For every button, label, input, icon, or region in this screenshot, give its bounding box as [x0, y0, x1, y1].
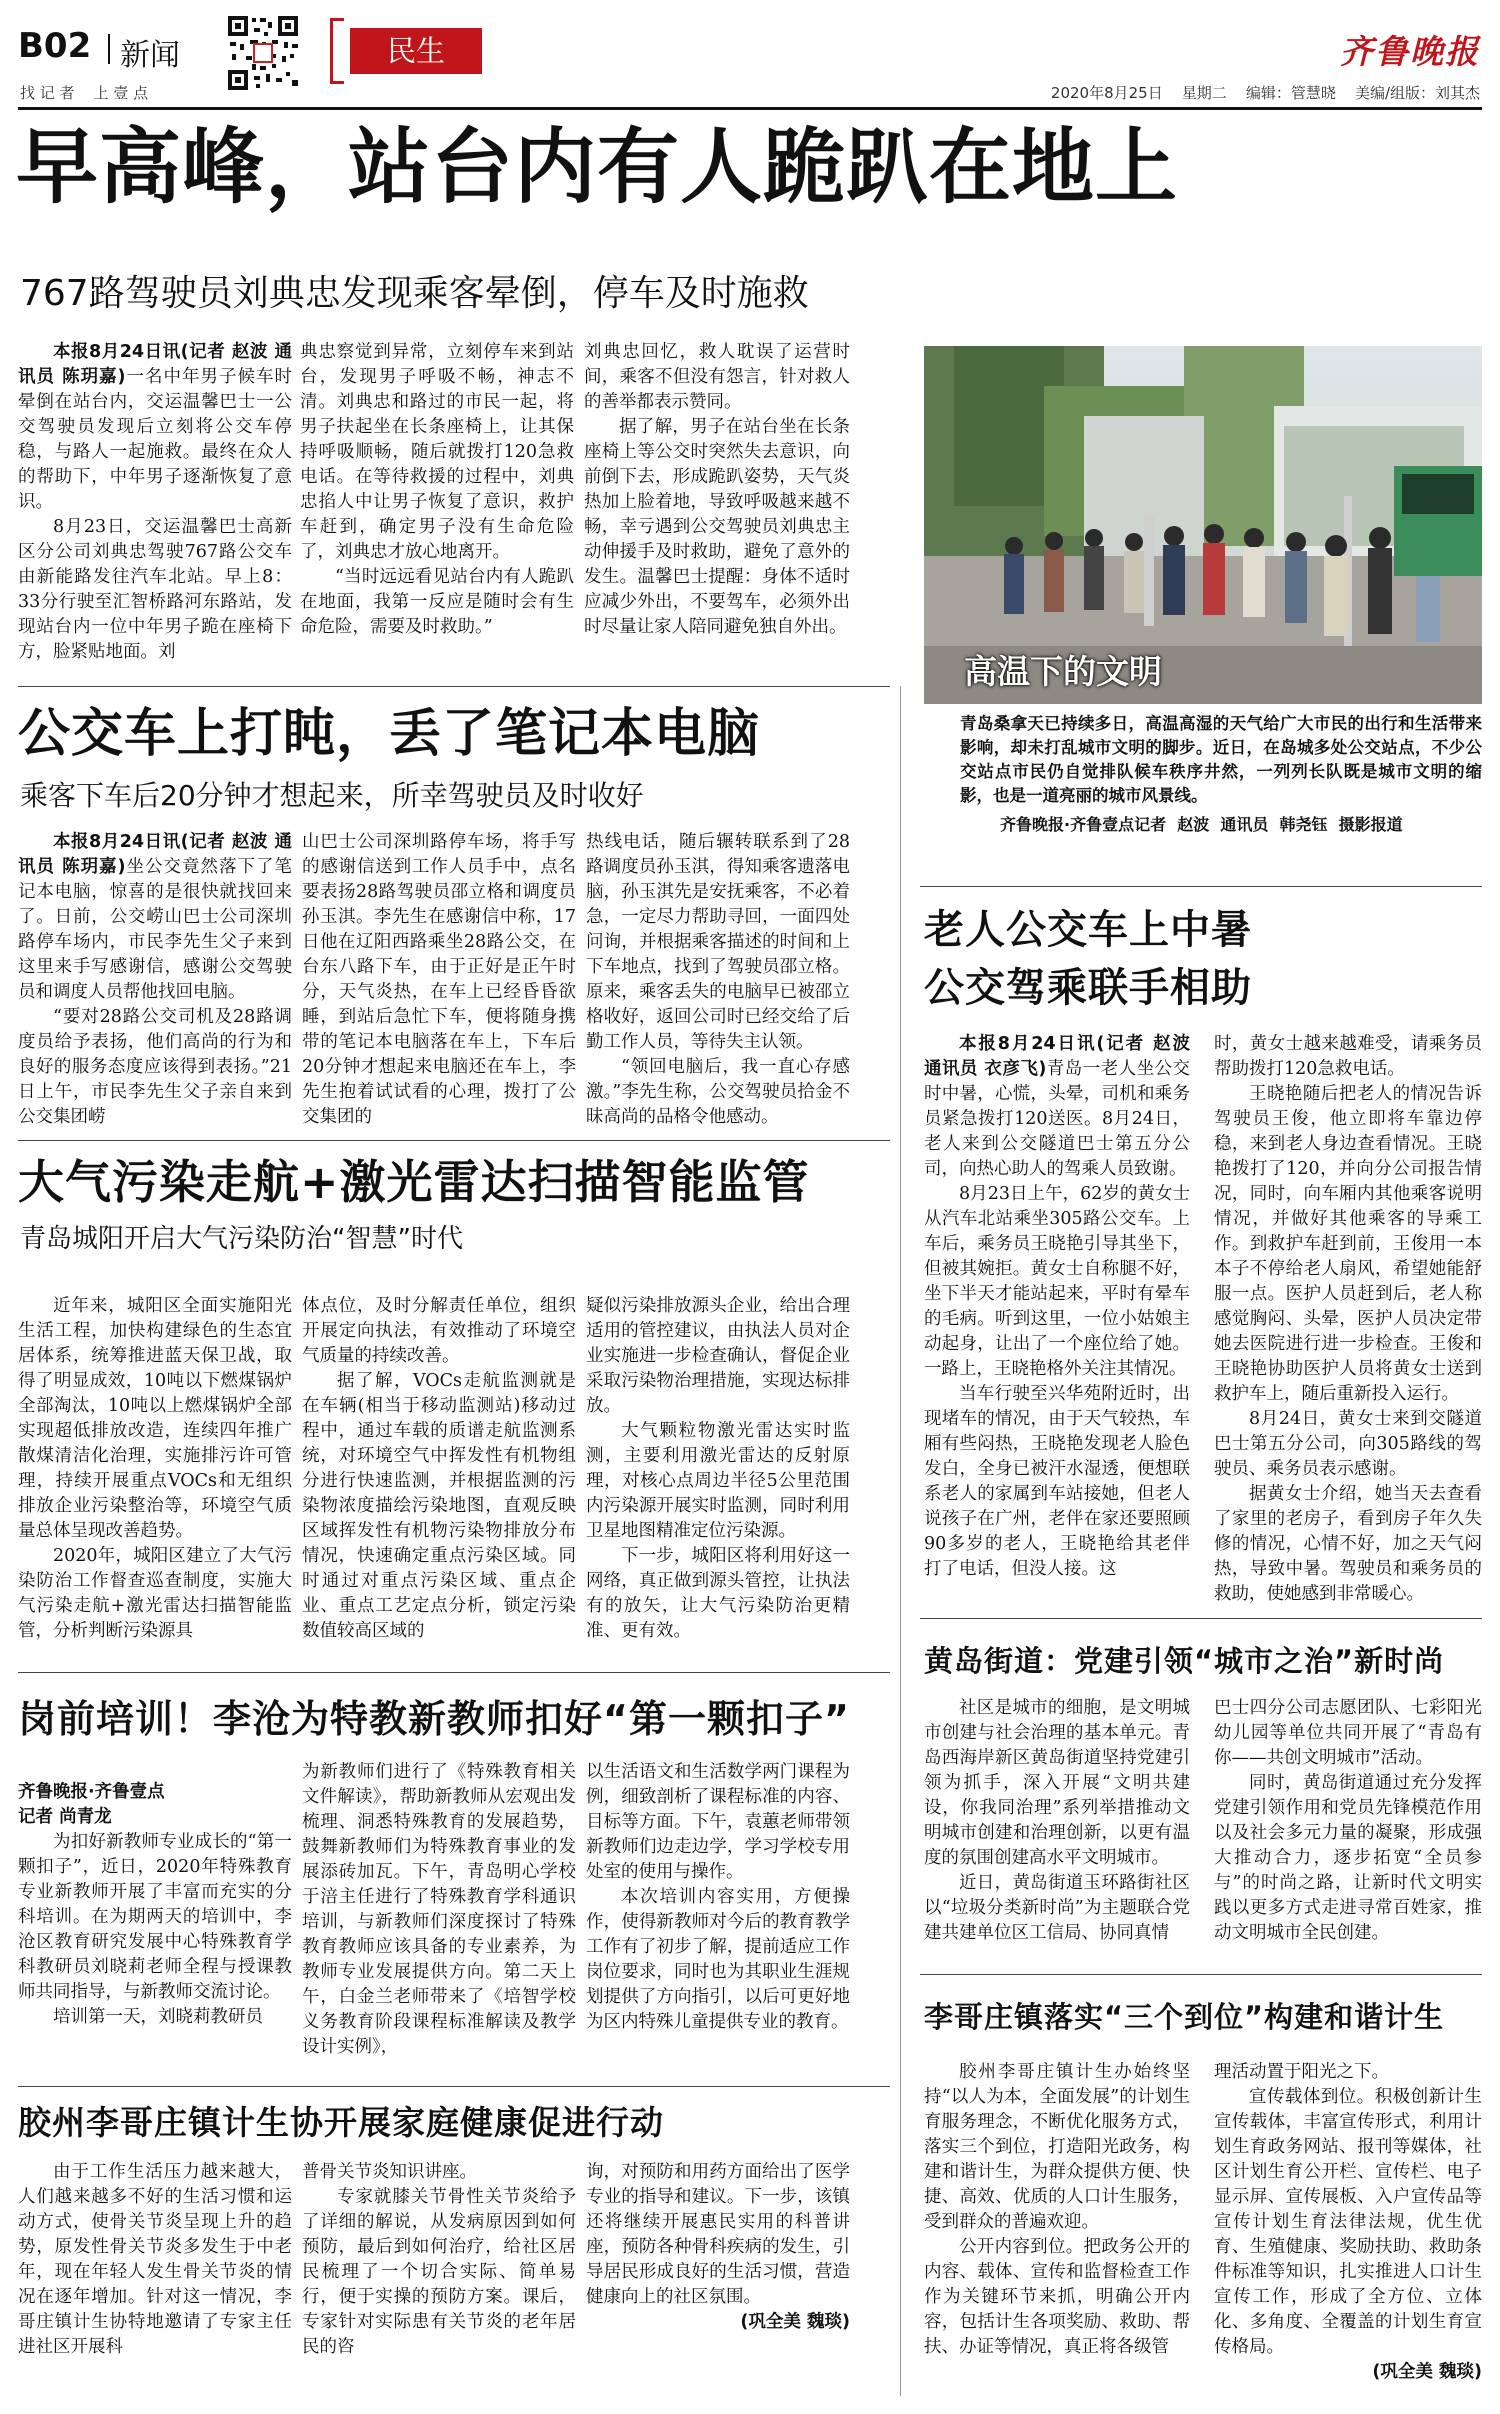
photo-credit: 齐鲁晚报·齐鲁壹点记者 赵波 通讯员 韩尧钰 摄影报道 — [1000, 815, 1403, 834]
article1-headline: 早高峰，站台内有人跪趴在地上 — [16, 120, 1179, 215]
article4-col3: 以生活语文和生活数学两门课程为例，细致剖析了课程标准的内容、目标等方面。下午，袁蕙老师带领新教师们边走边学，学习学校专用处室的使用与操作。 本次培训内容实用，方便操作，使得新教师对今后的教育教学工作有了初步了解，提前适应工作岗位要求，同时也为其职业生涯规划提供了方向指引，以后可更好地为区内特殊儿童提供专业的教育。 — [586, 1762, 850, 2032]
section-badge — [330, 18, 482, 84]
masthead-slogan: 找 记 者 上 壹 点 — [20, 84, 149, 102]
article4-headline: 岗前培训！李沧为特教新教师扣好“第一颗扣子” — [18, 1697, 850, 1741]
article6-headline-line1: 老人公交车上中暑 — [924, 907, 1252, 953]
right-column-divider — [900, 686, 901, 2396]
dateline: 2020年8月25日 星期二 编辑：管慧晓 美编/组版：刘其杰 — [1050, 84, 1480, 102]
photo-caption: 青岛桑拿天已持续多日，高温高湿的天气给广大市民的出行和生活带来影响，却未打乱城市文明的脚步。近日，在岛城多处公交站点，不少公交站点市民仍自觉排队候车秩序井然，一列列长队既是城市文明的缩影，也是一道亮丽的城市风景线。 — [960, 714, 1482, 805]
article5-col1: 由于工作生活压力越来越大，人们越来越多不好的生活习惯和运动方式，使骨关节炎呈现上升的趋势，原发性骨关节炎多发生于中老年，现在年轻人发生骨关节炎的情况在逐年增加。针对这一情况，李哥庄镇计生协特地邀请了专家主任进社区开展科 — [18, 2162, 292, 2357]
section-name: 新闻 — [120, 38, 180, 73]
masthead-rule — [18, 107, 1482, 110]
page-code: B02 — [18, 26, 92, 66]
article7-col2: 巴士四分公司志愿团队、七彩阳光幼儿园等单位共同开展了“青岛有你——共创文明城市”活动。 同时，黄岛街道通过充分发挥党建引领作用和党员先锋模范作用以及社会多元力量的凝聚，形成强大推动合力，逐步拓宽“全员参与”的时尚之路，让新时代文明实践以更多方式走进寻常百姓家，推动文明城市全民创建。 — [1214, 1698, 1482, 1943]
article6-col1: 本报8月24日讯(记者 赵波 通讯员 衣彦飞)青岛一老人坐公交时中暑，心慌，头晕，司机和乘务员紧急拨打120送医。8月24日，老人来到公交隧道巴士第五分公司，向热心助人的驾乘人员致谢。 8月23日上午，62岁的黄女士从汽车北站乘坐305路公交车。上车后，乘务员王晓艳引导其坐下，但被其婉拒。黄女士自称腿不好，坐下半天才能站起来，平时有晕车的毛病。听到这里，一位小姑娘主动起身，让出了一个座位给了她。一路上，王晓艳格外关注其情况。 当车行驶至兴华苑附近时，出现堵车的情况，由于天气较热，车厢有些闷热，王晓艳发现老人脸色发白，全身已被汗水湿透，便想联系老人的家属到车站接她，但老人说孩子在广州，老伴在家还要照顾90多岁的老人，王晓艳给其老伴打了电话，但没人接。这 — [924, 1034, 1191, 1579]
article6-byline: 本报8月24日讯(记者 赵波 通讯员 衣彦飞) — [924, 1034, 1190, 1079]
article5-headline: 胶州李哥庄镇计生协开展家庭健康促进行动 — [18, 2103, 664, 2142]
article5-col2: 普骨关节炎知识讲座。 专家就膝关节骨性关节炎给予了详细的解说，从发病原因到如何预防，最后到如何治疗，给社区居民梳理了一个切合实际、简单易行，便于实操的预防方案。课后，专家针对实际患有关节炎的老年居民的咨 — [302, 2162, 576, 2357]
article1-col3: 刘典忠回忆，救人耽误了运营时间，乘客不但没有怨言，针对救人的善举都表示赞同。 据了解，男子在站台坐在长条座椅上等公交时突然失去意识，向前倒下去，形成跪趴姿势，天气炎热加上脸着地，导致呼吸越来越不畅，幸亏遇到公交驾驶员刘典忠主动伸援手及时救助，避免了意外的发生。温馨巴士提醒：身体不适时应减少外出，不要驾车，必须外出时尽量让家人陪同避免独自外出。 — [584, 342, 850, 637]
article6-col2: 时，黄女士越来越难受，请乘务员帮助拨打120急救电话。 王晓艳随后把老人的情况告诉驾驶员王俊，他立即将车靠边停稳，来到老人身边查看情况。王晓艳拨打了120，并向分公司报告情况，同时，向车厢内其他乘客说明情况，并做好其他乘客的导乘工作。到救护车赶到前，王俊用一本本子不停给老人扇风，希望她能舒服一点。医护人员赶到后，老人称感觉胸闷、头晕，医护人员决定带她去医院进行进一步检查。王俊和王晓艳协助医护人员将黄女士送到救护车上，随后重新投入运行。 8月24日，黄女士来到交隧道巴士第五分公司，向305路线的驾驶员、乘务员表示感谢。 据黄女士介绍，她当天去查看了家里的老房子，看到房子年久失修的情况，心情不好，加之天气闷热，导致中暑。驾驶员和乘务员的救助，使她感到非常暖心。 — [1214, 1034, 1482, 1604]
article3-headline: 大气污染走航+激光雷达扫描智能监管 — [18, 1155, 810, 1209]
section-badge-label: 民生 — [350, 28, 482, 74]
news-photo — [924, 346, 1482, 704]
article4-byline1: 齐鲁晚报·齐鲁壹点 — [18, 1782, 165, 1802]
article2-col2: 山巴士公司深圳路停车场，将手写的感谢信送到工作人员手中，点名要表扬28路驾驶员邵立格和调度员孙玉淇。李先生在感谢信中称，17日他在辽阳西路乘坐28路公交，在台东八路下车，由于正好是正午时分，天气炎热，在车上已经昏昏欲睡，到站后急忙下车，便将随身携带的笔记本电脑落在车上，下车后20分钟才想起来电脑还在车上，李先生抱着试试看的心理，拨打了公交集团的 — [302, 832, 576, 1127]
article8-col2: 理活动置于阳光之下。 宣传载体到位。积极创新计生宣传载体，丰富宣传形式，利用计划生育政务网站、报刊等媒体，社区计划生育公开栏、宣传栏、电子显示屏、宣传展板、入户宣传品等宣传计划生育法律法规，优生优育、生殖健康、奖励扶助、救助条件标准等知识，扎实推进人口计生宣传工作，形成了全方位、立体化、多角度、全覆盖的计划生育宣传格局。 (巩全美 魏琰) — [1214, 2060, 1482, 2396]
article8-col1: 胶州李哥庄镇计生办始终坚持“以人为本，全面发展”的计划生育服务理念，不断优化服务方式，落实三个到位，打造阳光政务，构建和谐计生，为群众提供方便、快捷、高效、优质的人口计生服务，受到群众的普遍欢迎。 公开内容到位。把政务公开的内容、载体、宣传和监督检查工作作为关键环节来抓，明确公开内容，包括计生各项奖励、救助、帮扶、办证等情况，真正将各级管 — [924, 2062, 1190, 2357]
article6-headline-line2: 公交驾乘联手相助 — [924, 965, 1252, 1011]
article2-headline: 公交车上打盹，丢了笔记本电脑 — [18, 704, 761, 764]
article8-headline: 李哥庄镇落实“三个到位”构建和谐计生 — [924, 2000, 1445, 2034]
article4-col1: 齐鲁晚报·齐鲁壹点 记者 尚青龙 为扣好新教师专业成长的“第一颗扣子”，近日，2020年特殊教育专业新教师开展了丰富而充实的分科培训。在为期两天的培训中，李沧区教育研究发展中心特殊教育学科教研员刘晓莉老师全程与授课教师共同指导，与新教师交流讨论。 培训第一天，刘晓莉教研员 — [18, 1782, 292, 2027]
article2-col3: 热线电话，随后辗转联系到了28路调度员孙玉淇，得知乘客遗落电脑，孙玉淇先是安抚乘客，不必着急，一定尽力帮助寻回，一面四处问询，并根据乘客描述的时间和上下车地点，找到了驾驶员邵立格。原来，乘客丢失的电脑早已被邵立格收好，返回公司时已经交给了后勤工作人员，等待失主认领。 “领回电脑后，我一直心存感激。”李先生称，公交驾驶员拾金不昧高尚的品格令他感动。 — [586, 832, 850, 1127]
article7-col1: 社区是城市的细胞，是文明城市创建与社会治理的基本单元。青岛西海岸新区黄岛街道坚持党建引领为抓手，深入开展“文明共建设，你我同治理”系列举措推动文明城市创建和治理创新，以更有温度的氛围创建高水平文明城市。 近日，黄岛街道玉环路街社区以“垃圾分类新时尚”为主题联合党建共建单位区工信局、协同真情 — [924, 1698, 1190, 1943]
article3-subtitle: 青岛城阳开启大气污染防治“智慧”时代 — [20, 1224, 463, 1254]
article1-col1: 本报8月24日讯(记者 赵波 通讯员 陈玥嘉)一名中年男子候车时晕倒在站台内，交运温馨巴士一公交驾驶员发现后立刻将公交车停稳，与路人一起施救。最终在众人的帮助下，中年男子逐渐恢复了意识。 8月23日，交运温馨巴士高新区分公司刘典忠驾驶767路公交车由新能路发往汽车北站。早上8：33分行驶至汇智桥路河东路站，发现站台内一位中年男子跪在座椅下方，脸紧贴地面。刘 — [18, 342, 293, 662]
article3-col2: 体点位，及时分解责任单位，组织开展定向执法，有效推动了环境空气质量的持续改善。 据了解，VOCs走航监测就是在车辆(相当于移动监测站)移动过程中，通过车载的质谱走航监测系统，对环境空气中挥发性有机物组分进行快速监测，并根据监测的污染物浓度描绘污染地图，直观反映区域挥发性有机物污染物排放分布情况，快速确定重点污染区域。同时通过对重点污染区域、重点企业、重点工艺定点分析，锁定污染数值较高区域的 — [302, 1296, 576, 1641]
article1-col2: 典忠察觉到异常，立刻停车来到站台，发现男子呼吸不畅，神志不清。刘典忠和路过的市民一起，将男子扶起坐在长条座椅上，让其保持呼吸顺畅，随后就拨打120急救电话。在等待救援的过程中，刘典忠掐人中让男子恢复了意识，救护车赶到，确定男子没有生命危险了，刘典忠才放心地离开。 “当时远远看见站台内有人跪趴在地面，我第一反应是随时会有生命危险，需要及时救助。” — [300, 342, 574, 637]
photo-overlay-title: 高温下的文明 — [964, 652, 1162, 691]
article2-subtitle: 乘客下车后20分钟才想起来，所幸驾驶员及时收好 — [20, 779, 644, 812]
article4-byline2: 记者 尚青龙 — [18, 1807, 112, 1827]
article1-byline: 本报8月24日讯(记者 赵波 通讯员 陈玥嘉) — [18, 342, 292, 387]
article8-signature: (巩全美 魏琰) — [1372, 2362, 1482, 2382]
qr-code-icon[interactable] — [226, 14, 300, 92]
masthead-divider — [108, 34, 110, 64]
article2-col1: 本报8月24日讯(记者 赵波 通讯员 陈玥嘉)坐公交竟然落下了笔记本电脑，惊喜的是很快就找回来了。日前，公交崂山巴士公司深圳路停车场内，市民李先生父子来到这里来手写感谢信，感谢公交驾驶员和调度人员帮他找回电脑。 “要对28路公交司机及28路调度员给予表扬，他们高尚的行为和良好的服务态度应该得到表扬。”21日上午，市民李先生父子亲自来到公交集团崂 — [18, 832, 293, 1127]
article5-col3: 询，对预防和用药方面给出了医学专业的指导和建议。下一步，该镇还将继续开展惠民实用的科普讲座，预防各种骨科疾病的发生，引导居民形成良好的生活习惯，营造健康向上的社区氛围。 (巩全美 魏琰) — [586, 2160, 850, 2396]
article3-col1: 近年来，城阳区全面实施阳光生活工程，加快构建绿色的生态宜居体系，统筹推进蓝天保卫战，取得了明显成效，10吨以下燃煤锅炉全部淘汰，10吨以上燃煤锅炉全部实现超低排放改造，连续四年推广散煤清洁化治理，实施排污许可管理，持续开展重点VOCs和无组织排放企业污染整治等，环境空气质量总体呈现改善趋势。 2020年，城阳区建立了大气污染防治工作督查巡查制度，实施大气污染走航+激光雷达扫描智能监管，分析判断污染源具 — [18, 1296, 292, 1641]
article2-byline: 本报8月24日讯(记者 赵波 通讯员 陈玥嘉) — [18, 832, 292, 877]
paper-logo: 齐鲁晚报 — [1340, 32, 1480, 71]
article4-col2: 为新教师们进行了《特殊教育相关文件解读》，帮助新教师从宏观出发梳理、洞悉特殊教育的发展趋势，鼓舞新教师们为特殊教育事业的发展添砖加瓦。下午，青岛明心学校于涪主任进行了特殊教育学科通识培训，与新教师们深度探讨了特殊教育教师应该具备的专业素养，为教师专业发展提供方向。第二天上午，白金兰老师带来了《培智学校义务教育阶段课程标准解读及教学设计实例》， — [302, 1762, 576, 2057]
article1-subtitle: 767路驾驶员刘典忠发现乘客晕倒，停车及时施救 — [20, 273, 809, 314]
article5-signature: (巩全美 魏琰) — [740, 2312, 850, 2332]
article7-headline: 黄岛街道：党建引领“城市之治”新时尚 — [924, 1644, 1445, 1678]
article3-col3: 疑似污染排放源头企业，给出合理适用的管控建议，由执法人员对企业实施进一步检查确认，督促企业采取污染物治理措施，实现达标排放。 大气颗粒物激光雷达实时监测，主要利用激光雷达的反射原理，对核心点周边半径5公里范围内污染源开展实时监测，同时利用卫星地图精准定位污染源。 下一步，城阳区将利用好这一网络，真正做到源头管控，让执法有的放矢，让大气污染防治更精准、更有效。 — [586, 1296, 850, 1641]
